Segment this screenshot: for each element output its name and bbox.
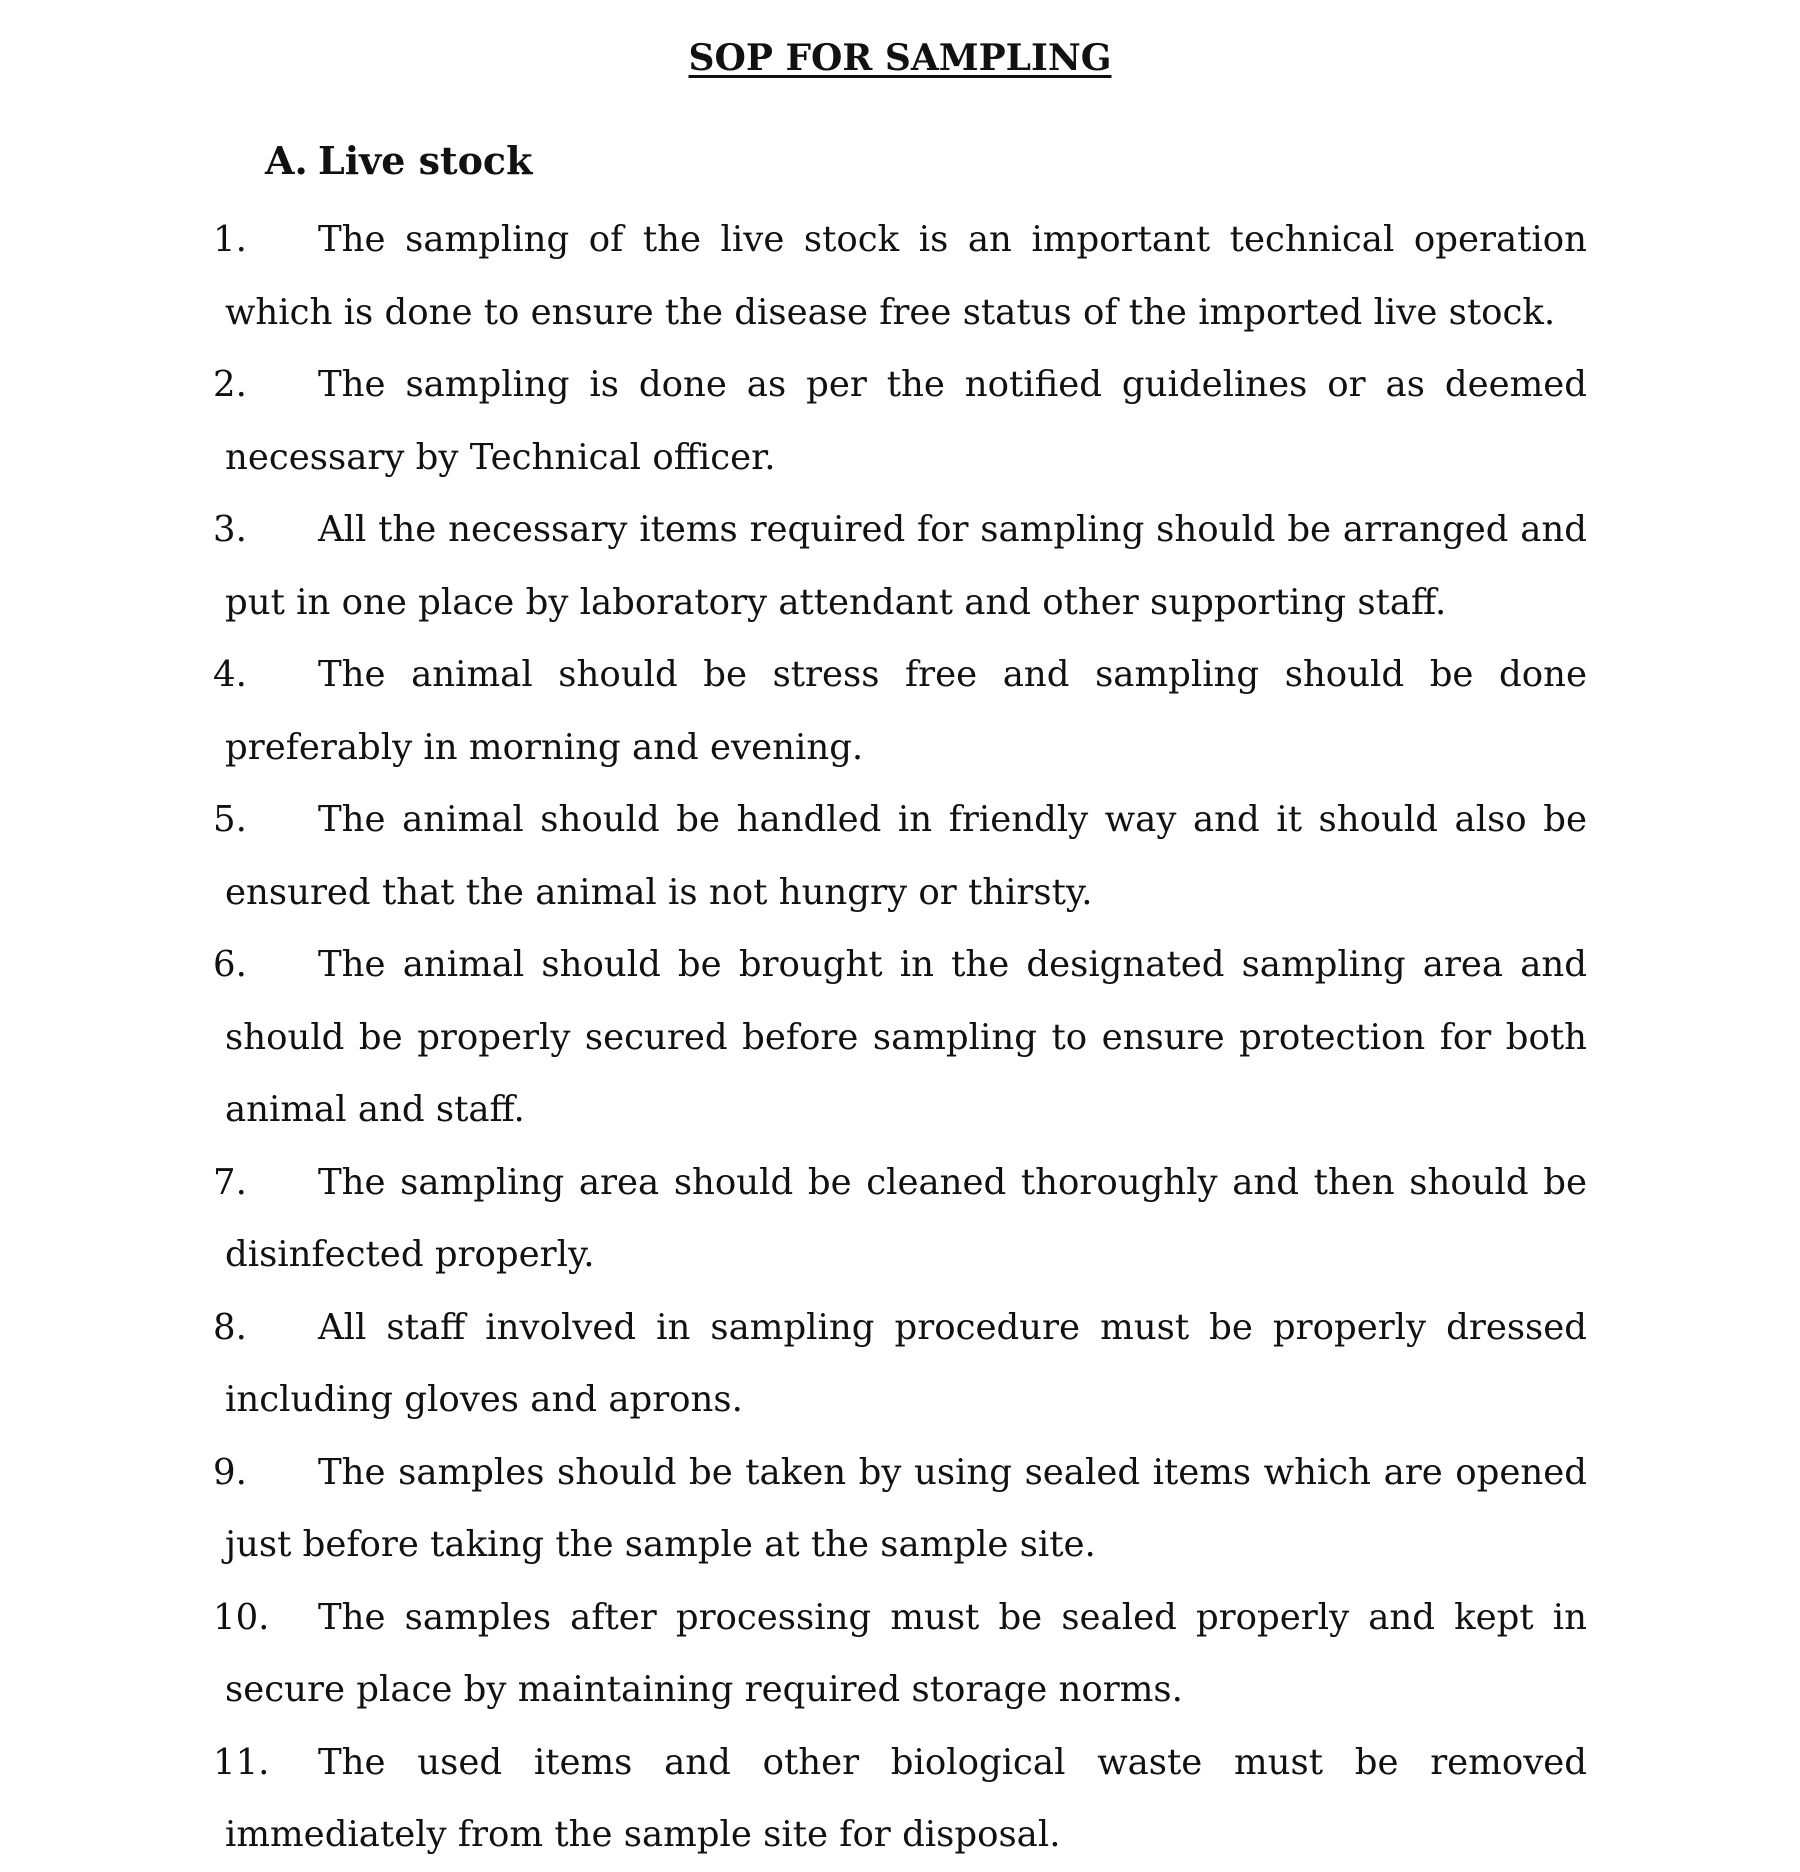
item-number: 6.	[213, 944, 247, 985]
section-heading-text: Live stock	[318, 138, 533, 183]
item-number: 5.	[213, 799, 247, 840]
list-item	[213, 1147, 1587, 1292]
item-text: The sampling area should be cleaned thoroughly and then should be disinfected properly.	[225, 1161, 1587, 1275]
item-number: 10.	[213, 1596, 270, 1638]
item-text: All the necessary items required for sampling should be arranged and put in one place by laboratory attendant and other supporting staff.	[225, 509, 1587, 623]
item-text: The samples after processing must be sealed properly and kept in secure place by maintaining required storage norms.	[225, 1596, 1587, 1710]
section-letter: A.	[265, 138, 308, 183]
item-text: The animal should be brought in the designated sampling area and should be properly secured before sampling to ensure protection for both animal and staff.	[225, 944, 1587, 1130]
item-number: 1.	[213, 219, 247, 260]
list-item	[213, 1437, 1587, 1582]
item-number: 8.	[213, 1306, 247, 1348]
section-heading	[265, 136, 532, 186]
list-item	[213, 204, 1587, 349]
item-number: 9.	[213, 1451, 247, 1493]
list-item	[213, 929, 1587, 1147]
item-text: The sampling of the live stock is an important technical operation which is done to ensure the disease free status of the imported live stock.	[225, 219, 1587, 333]
list-item	[213, 1727, 1587, 1872]
item-text: The animal should be stress free and sampling should be done preferably in morning and evening.	[225, 654, 1587, 768]
item-number: 11.	[213, 1741, 270, 1783]
list-item	[213, 1582, 1587, 1727]
item-text: The samples should be taken by using sealed items which are opened just before taking the sample at the sample site.	[225, 1451, 1587, 1565]
item-text: The used items and other biological waste must be removed immediately from the sample site for disposal.	[225, 1741, 1587, 1855]
item-number: 2.	[213, 364, 247, 405]
list-item	[213, 1292, 1587, 1437]
item-number: 7.	[213, 1161, 247, 1203]
item-number: 3.	[213, 509, 247, 550]
item-text: The sampling is done as per the notified guidelines or as deemed necessary by Technical officer.	[225, 364, 1587, 478]
document-title: SOP FOR SAMPLING	[688, 37, 1112, 79]
item-text: The animal should be handled in friendly way and it should also be ensured that the animal is not hungry or thirsty.	[225, 799, 1587, 913]
list-item	[213, 494, 1587, 639]
list-item	[213, 784, 1587, 929]
item-text: All staff involved in sampling procedure must be properly dressed including gloves and aprons.	[225, 1306, 1587, 1420]
list-item	[213, 349, 1587, 494]
item-number: 4.	[213, 654, 247, 695]
procedure-list	[213, 204, 1587, 1872]
list-item	[213, 639, 1587, 784]
